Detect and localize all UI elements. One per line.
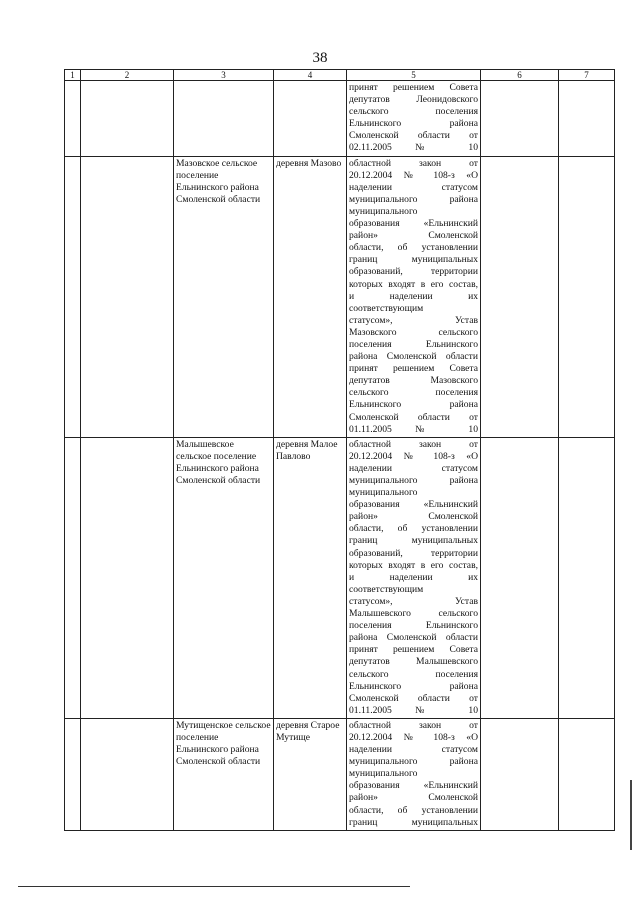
text-line: район» Смоленской — [349, 511, 478, 523]
administrative-center: деревня Малое Павлово — [274, 437, 347, 718]
text-line: Смоленской области от — [349, 411, 478, 423]
settlement-name: Малышевское сельское поселение Ельнинского района Смоленской области — [174, 437, 274, 718]
text-line: Смоленской области от — [349, 692, 478, 704]
text-line: депутатов Малышевского — [349, 656, 478, 668]
column-number: 6 — [481, 70, 559, 81]
text-line: 20.12.2004 № 108-з «О — [349, 450, 478, 462]
text-line: принят решением Совета — [349, 82, 478, 93]
legal-basis — [347, 156, 481, 437]
text-line: областной закон от — [349, 719, 478, 731]
text-line: принят решением Совета — [349, 363, 478, 375]
text-line: Малышевского сельского — [349, 608, 478, 620]
text-line: Смоленской области от — [349, 130, 478, 142]
text-line: и наделении их — [349, 571, 478, 583]
text-line: Ельнинского района — [349, 680, 478, 692]
text-line: границ муниципальных — [349, 535, 478, 547]
text-line: области, об установлении — [349, 804, 478, 816]
text-line: границ муниципальных — [349, 816, 478, 828]
text-line: 01.11.2005 № 10 — [349, 704, 478, 716]
administrative-center: деревня Старое Мутище — [274, 718, 347, 830]
settlement-name: Мутищенское сельское поселение Ельнинского района Смоленской области — [174, 718, 274, 830]
text-line: поселения Ельнинского — [349, 338, 478, 350]
text-line: района Смоленской области — [349, 351, 478, 363]
column-number: 5 — [347, 70, 481, 81]
text-line: области, об установлении — [349, 523, 478, 535]
text-line: наделении статусом — [349, 181, 478, 193]
administrative-center: деревня Мазово — [274, 156, 347, 437]
text-line: которых входят в его состав, — [349, 278, 478, 290]
text-line: сельского поселения — [349, 668, 478, 680]
text-line: Мазовского сельского — [349, 326, 478, 338]
text-line: 02.11.2005 № 10 — [349, 142, 478, 154]
text-line: сельского поселения — [349, 387, 478, 399]
text-line: областной закон от — [349, 438, 478, 450]
text-line: муниципального — [349, 487, 418, 499]
text-line: наделении статусом — [349, 462, 478, 474]
text-line: наделении статусом — [349, 744, 478, 756]
text-line: принят решением Совета — [349, 644, 478, 656]
text-line: муниципального района — [349, 193, 478, 205]
text-line: сельского поселения — [349, 106, 478, 118]
column-number: 3 — [174, 70, 274, 81]
text-line: 01.11.2005 № 10 — [349, 423, 478, 435]
text-line: район» Смоленской — [349, 230, 478, 242]
column-number: 2 — [81, 70, 174, 81]
scan-edge-mark — [630, 780, 632, 850]
column-number: 7 — [559, 70, 615, 81]
text-line: области, об установлении — [349, 242, 478, 254]
table-row — [65, 81, 615, 157]
text-line: статусом», Устав — [349, 314, 478, 326]
text-line: поселения Ельнинского — [349, 620, 478, 632]
text-line: образования «Ельнинский — [349, 218, 478, 230]
text-line: муниципального района — [349, 756, 478, 768]
table-row — [65, 437, 615, 718]
text-line: границ муниципальных — [349, 254, 478, 266]
column-number-row — [65, 70, 615, 81]
column-number: 1 — [65, 70, 81, 81]
text-line: статусом», Устав — [349, 595, 478, 607]
text-line: соответствующим — [349, 302, 424, 314]
text-line: Ельнинского района — [349, 399, 478, 411]
page-number: 38 — [312, 50, 328, 66]
text-line: Ельнинского района — [349, 118, 478, 130]
legal-basis — [347, 437, 481, 718]
text-line: района Смоленской области — [349, 632, 478, 644]
text-line: образования «Ельнинский — [349, 499, 478, 511]
table-row — [65, 156, 615, 437]
text-line: депутатов Мазовского — [349, 375, 478, 387]
text-line: образования «Ельнинский — [349, 780, 478, 792]
text-line: которых входят в его состав, — [349, 559, 478, 571]
text-line: областной закон от — [349, 157, 478, 169]
table-row — [65, 718, 615, 830]
text-line: образований, территории — [349, 547, 478, 559]
text-line: образований, территории — [349, 266, 478, 278]
footer-rule — [18, 886, 410, 887]
text-line: район» Смоленской — [349, 792, 478, 804]
legal-basis — [347, 718, 481, 830]
text-line: муниципального — [349, 205, 418, 217]
text-line: и наделении их — [349, 290, 478, 302]
administrative-center — [274, 81, 347, 157]
legal-basis — [347, 81, 481, 157]
text-line: 20.12.2004 № 108-з «О — [349, 731, 478, 743]
settlement-name — [174, 81, 274, 157]
text-line: муниципального — [349, 768, 418, 780]
settlement-name: Мазовское сельское поселение Ельнинского района Смоленской области — [174, 156, 274, 437]
text-line: соответствующим — [349, 583, 424, 595]
text-line: 20.12.2004 № 108-з «О — [349, 169, 478, 181]
settlements-table — [64, 69, 615, 831]
column-number: 4 — [274, 70, 347, 81]
text-line: муниципального района — [349, 475, 478, 486]
text-line: депутатов Леонидовского — [349, 94, 478, 106]
